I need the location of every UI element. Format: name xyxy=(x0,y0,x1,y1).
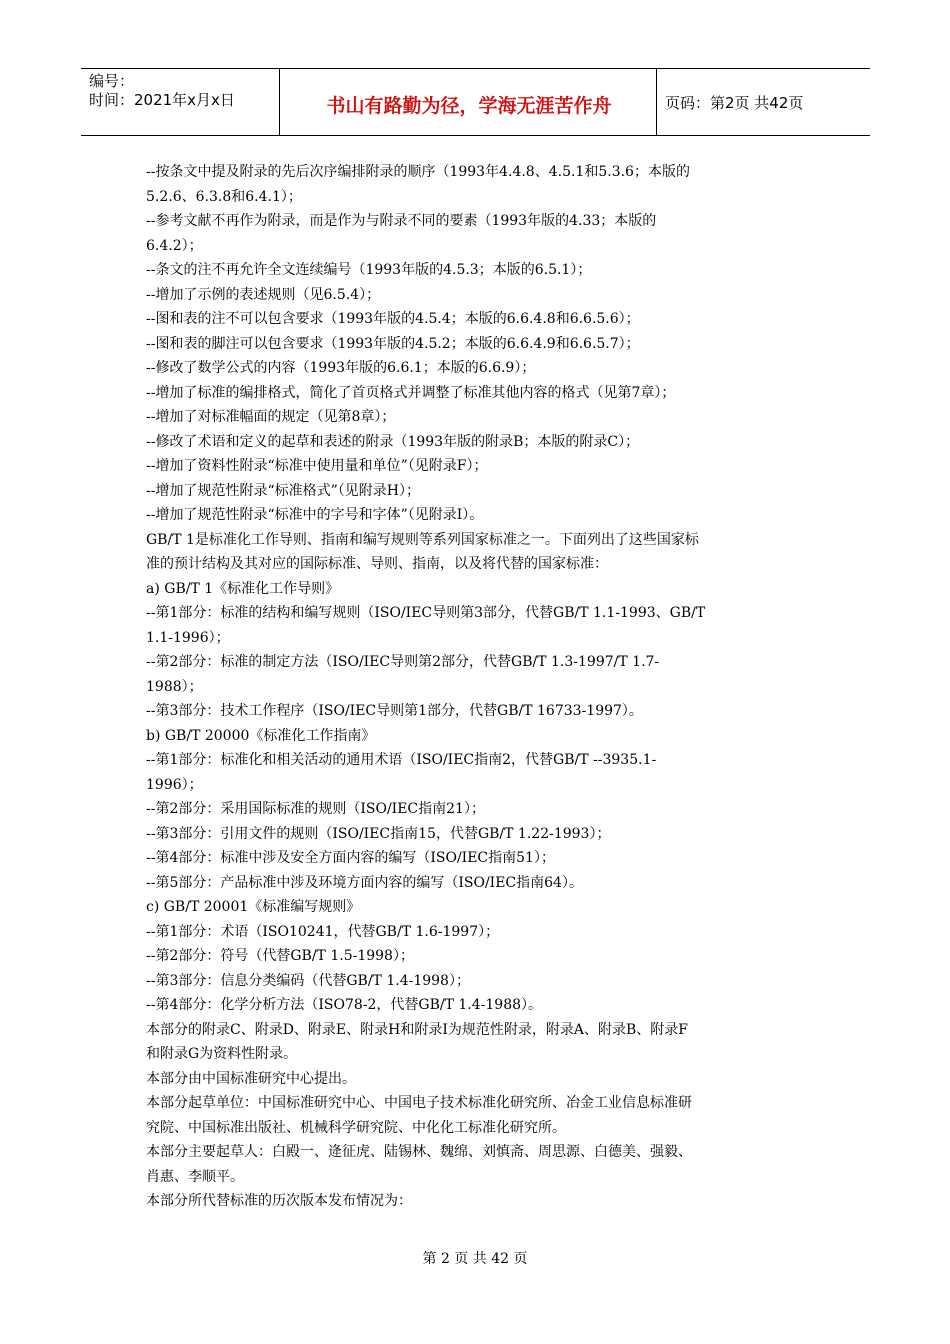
body-line: --条文的注不再允许全文连续编号（1993年版的4.5.3；本版的6.5.1）； xyxy=(146,262,592,278)
body-line: --第1部分：标准化和相关活动的通用术语（ISO/IEC指南2，代替GB/T --3935.1- xyxy=(146,752,657,768)
body-line: 本部分主要起草人：白殿一、逄征虎、陆锡林、魏绵、刘慎斋、周思源、白德美、强毅、 xyxy=(146,1144,692,1160)
body-line: 1996）； xyxy=(146,776,203,793)
body-line: 本部分的附录C、附录D、附录E、附录H和附录I为规范性附录，附录A、附录B、附录F xyxy=(146,1021,689,1038)
header-top-rule xyxy=(81,68,870,69)
header-bottom-rule xyxy=(81,135,870,136)
body-line: --第4部分：标准中涉及安全方面内容的编写（ISO/IEC指南51）； xyxy=(146,850,555,866)
body-line: 究院、中国标准出版社、机械科学研究院、中化化工标准化研究所。 xyxy=(146,1119,566,1136)
body-line: --第2部分：符号（代替GB/T 1.5-1998）； xyxy=(146,948,414,964)
header-meta xyxy=(89,72,235,110)
body-line: --图和表的注不可以包含要求（1993年版的4.5.4；本版的6.6.4.8和6.6.5.6）； xyxy=(146,311,640,327)
body-line: --第2部分：采用国际标准的规则（ISO/IEC指南21）； xyxy=(146,801,485,817)
body-line: --增加了规范性附录“标准格式”（见附录H）； xyxy=(146,482,420,499)
body-line: --第3部分：技术工作程序（ISO/IEC导则第1部分，代替GB/T 16733-1997）。 xyxy=(146,703,643,719)
body-line: --增加了对标准幅面的规定（见第8章）； xyxy=(146,409,396,425)
body-line: --第1部分：标准的结构和编写规则（ISO/IEC导则第3部分，代替GB/T 1.1-1993、GB/T xyxy=(146,605,706,621)
body-line: 1.1-1996）； xyxy=(146,629,230,646)
body-line: --图和表的脚注可以包含要求（1993年版的4.5.2；本版的6.6.4.9和6.6.5.7）； xyxy=(146,335,640,352)
date-line: 时间：2021年x月x日 xyxy=(89,91,235,109)
header-divider-left xyxy=(279,68,280,135)
body-line: 准的预计结构及其对应的国际标准、导则、指南，以及将代替的国家标准： xyxy=(146,556,608,572)
body-line: 和附录G为资料性附录。 xyxy=(146,1046,298,1062)
body-line: GB/T 1是标准化工作导则、指南和编写规则等系列国家标准之一。下面列出了这些国家标 xyxy=(146,531,699,548)
body-line: 6.4.2）； xyxy=(146,237,203,254)
body-line: --第1部分：术语（ISO10241，代替GB/T 1.6-1997）； xyxy=(146,923,500,940)
body-line: 肖惠、李顺平。 xyxy=(146,1168,244,1185)
body-line: --第4部分：化学分析方法（ISO78-2，代替GB/T 1.4-1988）。 xyxy=(146,997,543,1013)
body-line: --按条文中提及附录的先后次序编排附录的顺序（1993年4.4.8、4.5.1和5.3.6；本版的 xyxy=(146,164,690,180)
body-line: 本部分起草单位：中国标准研究中心、中国电子技术标准化研究所、冶金工业信息标准研 xyxy=(146,1095,692,1111)
body-line: --增加了示例的表述规则（见6.5.4）； xyxy=(146,286,381,303)
body-line: --第3部分：信息分类编码（代替GB/T 1.4-1998）； xyxy=(146,972,470,989)
body-line: 本部分由中国标准研究中心提出。 xyxy=(146,1070,356,1087)
body-line: 5.2.6、6.3.8和6.4.1）； xyxy=(146,188,302,205)
body-line: --修改了术语和定义的起草和表述的附录（1993年版的附录B；本版的附录C）； xyxy=(146,433,640,450)
body-line: a) GB/T 1《标准化工作导则》 xyxy=(146,580,340,597)
header-motto: 书山有路勤为径，学海无涯苦作舟 xyxy=(326,95,612,117)
body-line: --修改了数学公式的内容（1993年版的6.6.1；本版的6.6.9）； xyxy=(146,360,536,376)
body-line: --第2部分：标准的制定方法（ISO/IEC导则第2部分，代替GB/T 1.3-1997/T 1.7- xyxy=(146,654,660,670)
body-line: 1988）； xyxy=(146,678,203,695)
body-line: --增加了资料性附录“标准中使用量和单位”（见附录F）； xyxy=(146,458,488,474)
body-line: --增加了规范性附录“标准中的字号和字体”（见附录I）。 xyxy=(146,507,484,523)
body-line: --第5部分：产品标准中涉及环境方面内容的编写（ISO/IEC指南64）。 xyxy=(146,874,583,891)
body-line: --增加了标准的编排格式，简化了首页格式并调整了标准其他内容的格式（见第7章）； xyxy=(146,384,676,401)
page-footer: 第 2 页 共 42 页 xyxy=(422,1251,528,1267)
body-line: --第3部分：引用文件的规则（ISO/IEC指南15，代替GB/T 1.22-1993）； xyxy=(146,825,611,842)
header-divider-right xyxy=(656,68,657,135)
header-page-label: 页码：第2页 共42页 xyxy=(665,94,804,112)
body-line: --参考文献不再作为附录，而是作为与附录不同的要素（1993年版的4.33；本版的 xyxy=(146,213,657,229)
body-line: 本部分所代替标准的历次版本发布情况为： xyxy=(146,1193,412,1209)
body-line: b) GB/T 20000《标准化工作指南》 xyxy=(146,727,376,744)
body-line: c) GB/T 20001《标准编写规则》 xyxy=(146,899,361,915)
serial-label: 编号： xyxy=(89,72,135,90)
document-body xyxy=(146,160,806,1214)
